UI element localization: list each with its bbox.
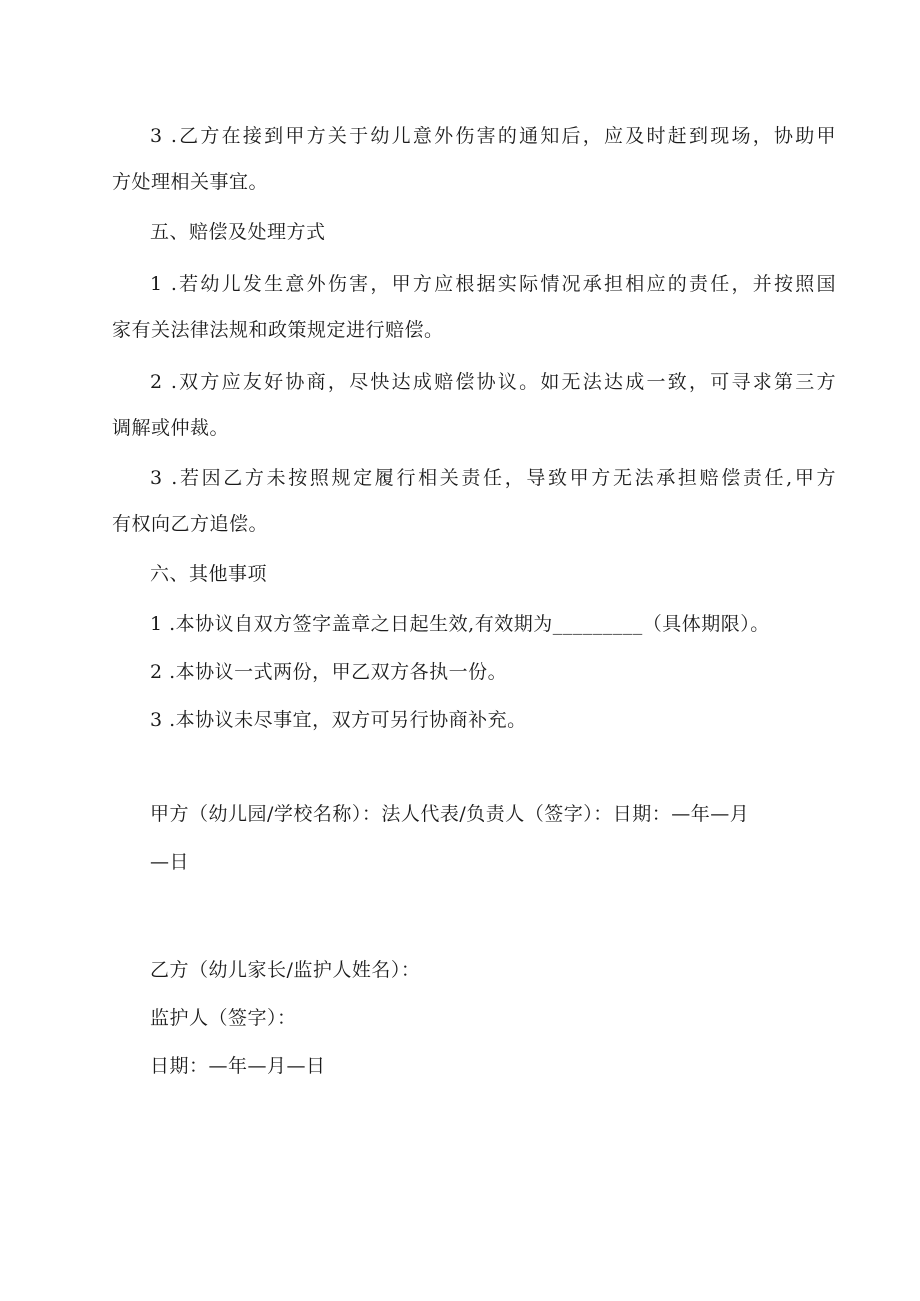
- s5-item3-line1: 3 .若因乙方未按照规定履行相关责任，导致甲方无法承担赔偿责任,甲方: [150, 467, 836, 489]
- s5-item2-line1: 2 .双方应友好协商，尽快达成赔偿协议。如无法达成一致，可寻求第三方: [150, 371, 836, 393]
- signature-date: 日期：—年—月—日: [150, 1055, 326, 1077]
- s5-item2-line2: 调解或仲裁。: [112, 417, 230, 439]
- guardian-signature: 监护人（签字）：: [150, 1007, 297, 1029]
- s5-item1-line1: 1 .若幼儿发生意外伤害，甲方应根据实际情况承担相应的责任，并按照国: [150, 273, 836, 295]
- s5-item3-line2: 有权向乙方追偿。: [112, 513, 269, 535]
- party-a-signature-line2: —日: [150, 851, 190, 873]
- s6-item2: 2 .本协议一式两份，甲乙双方各执一份。: [150, 661, 508, 683]
- s4-item3-line2: 方处理相关事宜。: [112, 171, 269, 193]
- party-b-name: 乙方（幼儿家长/监护人姓名）：: [150, 959, 421, 981]
- s4-item3-line1: 3 .乙方在接到甲方关于幼儿意外伤害的通知后，应及时赶到现场，协助甲: [150, 125, 836, 147]
- section5-heading: 五、赔偿及处理方式: [150, 221, 326, 243]
- s6-item1: 1 .本协议自双方签字盖章之日起生效,有效期为_________（具体期限）。: [150, 613, 770, 635]
- s6-item3: 3 .本协议未尽事宜，双方可另行协商补充。: [150, 709, 527, 731]
- party-a-signature-line1: 甲方（幼儿园/学校名称）：法人代表/负责人（签字）：日期：—年—月: [150, 803, 750, 825]
- section6-heading: 六、其他事项: [150, 563, 268, 585]
- s5-item1-line2: 家有关法律法规和政策规定进行赔偿。: [112, 319, 444, 341]
